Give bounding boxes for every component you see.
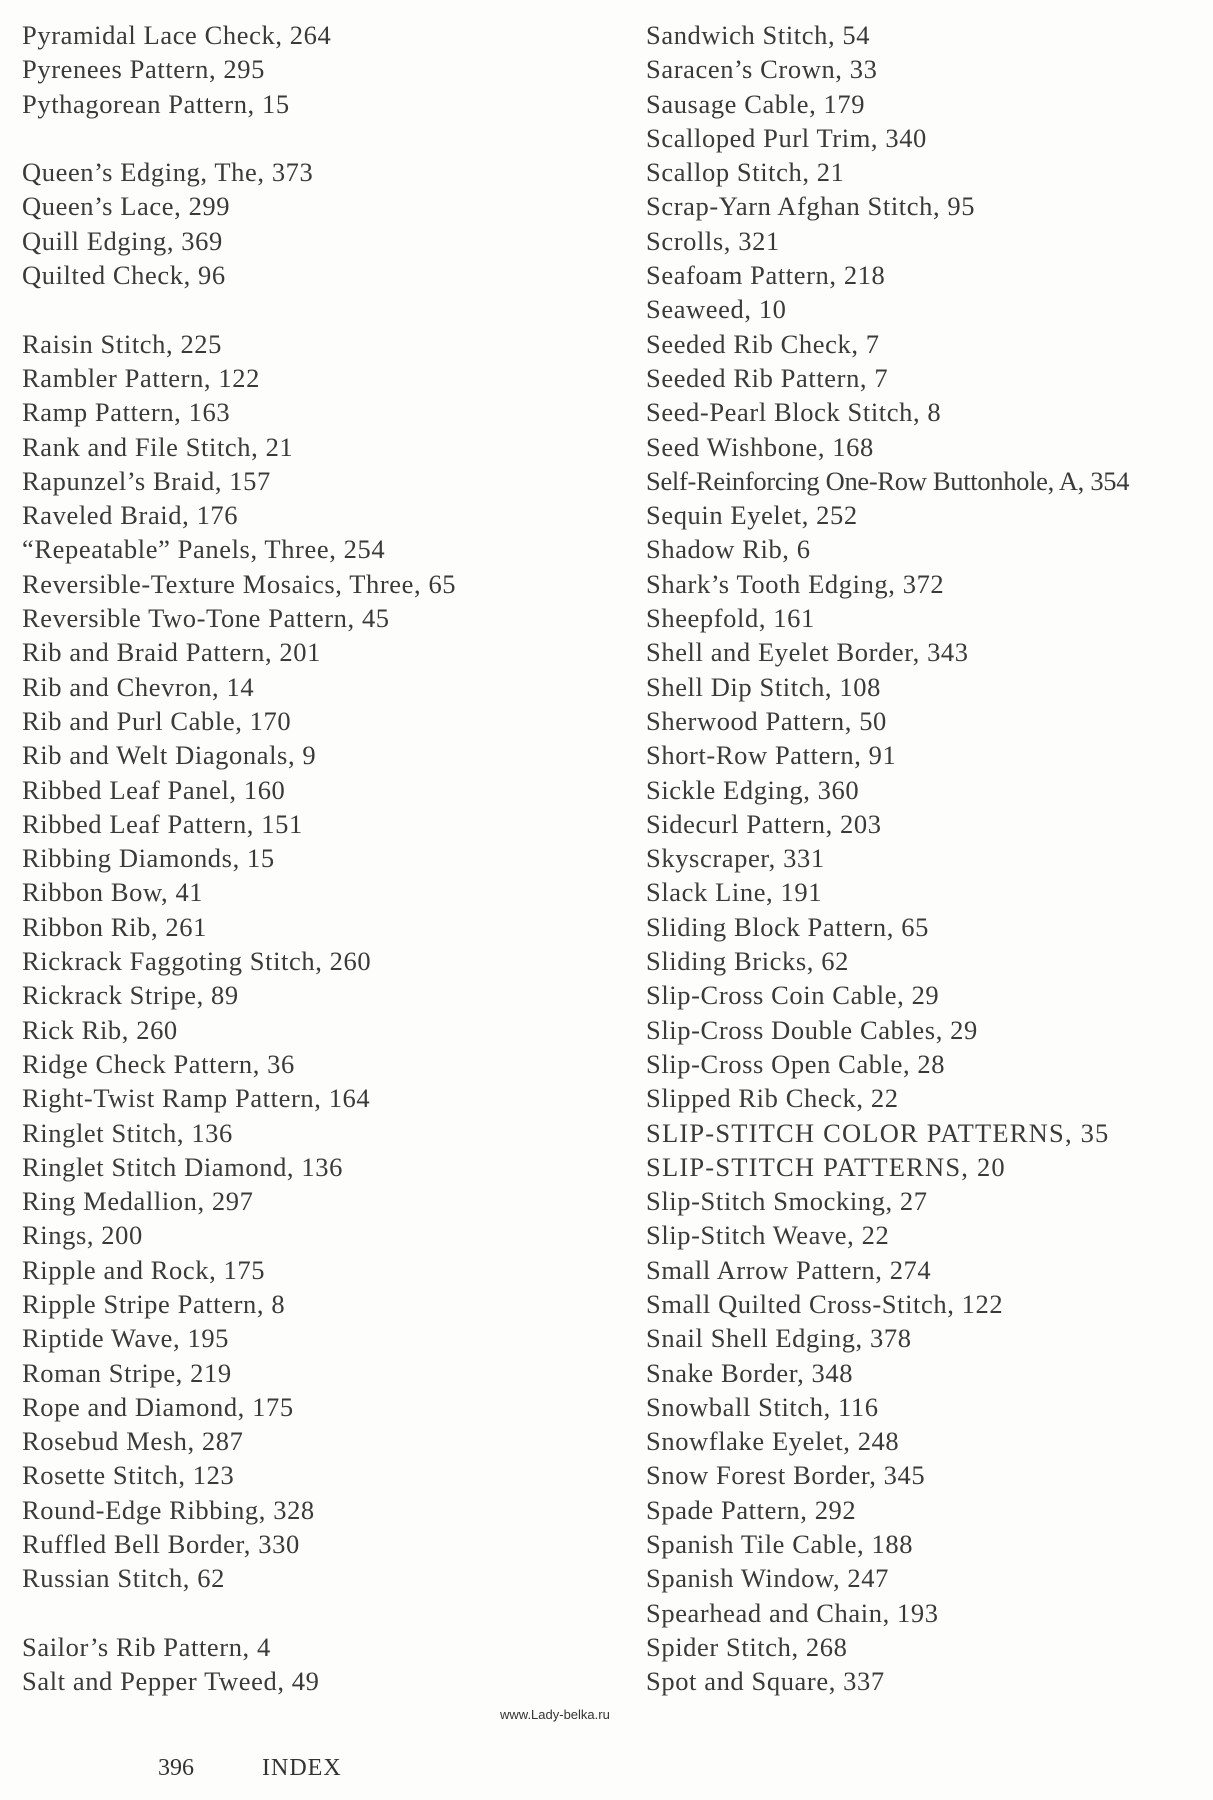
index-entry: Rings, 200 (22, 1220, 143, 1251)
index-entry: Shell and Eyelet Border, 343 (646, 637, 969, 668)
index-entry: Short-Row Pattern, 91 (646, 740, 897, 771)
index-entry: Spearhead and Chain, 193 (646, 1597, 939, 1628)
index-entry: Seeded Rib Pattern, 7 (646, 362, 889, 393)
index-entry: Quilted Check, 96 (22, 260, 226, 291)
index-entry: Seed-Pearl Block Stitch, 8 (646, 397, 942, 428)
index-entry: Reversible-Texture Mosaics, Three, 65 (22, 568, 457, 599)
index-entry: Sheepfold, 161 (646, 603, 815, 634)
index-entry: Pyrenees Pattern, 295 (22, 54, 265, 85)
index-entry: Sidecurl Pattern, 203 (646, 808, 882, 839)
index-entry: Rambler Pattern, 122 (22, 362, 260, 393)
index-entry: Ramp Pattern, 163 (22, 397, 231, 428)
index-entry: Ribbon Rib, 261 (22, 911, 207, 942)
index-entry: Rickrack Stripe, 89 (22, 980, 239, 1011)
index-entry: Scallop Stitch, 21 (646, 157, 845, 188)
index-entry: Roman Stripe, 219 (22, 1357, 232, 1388)
index-entry: Rib and Welt Diagonals, 9 (22, 740, 317, 771)
index-entry: Ribbon Bow, 41 (22, 877, 204, 908)
index-entry: Pythagorean Pattern, 15 (22, 88, 290, 119)
index-entry: Scalloped Purl Trim, 340 (646, 122, 927, 153)
index-entry: Russian Stitch, 62 (22, 1563, 225, 1594)
index-entry: Rapunzel’s Braid, 157 (22, 465, 271, 496)
index-entry: Quill Edging, 369 (22, 225, 223, 256)
index-section-gap (22, 1596, 612, 1630)
index-entry: Slip-Cross Coin Cable, 29 (646, 980, 940, 1011)
index-entry: Snowflake Eyelet, 248 (646, 1426, 900, 1457)
index-entry: Shark’s Tooth Edging, 372 (646, 568, 945, 599)
index-entry: Seeded Rib Check, 7 (646, 328, 880, 359)
index-entry: Spider Stitch, 268 (646, 1631, 848, 1662)
index-entry: Rank and File Stitch, 21 (22, 431, 294, 462)
index-entry: Rosette Stitch, 123 (22, 1460, 235, 1491)
index-entry: Spanish Tile Cable, 188 (646, 1529, 914, 1560)
index-entry: Spot and Square, 337 (646, 1666, 885, 1697)
index-entry: Slip-Cross Open Cable, 28 (646, 1048, 946, 1079)
index-entry: Raisin Stitch, 225 (22, 328, 222, 359)
index-entry: Sliding Block Pattern, 65 (646, 911, 929, 942)
index-column-left (22, 18, 612, 1699)
index-entry: SLIP-STITCH PATTERNS, 20 (646, 1151, 1006, 1182)
index-section-gap (22, 121, 612, 155)
index-entry: Sickle Edging, 360 (646, 774, 860, 805)
index-entry: Ribbed Leaf Pattern, 151 (22, 808, 303, 839)
running-footer-title: INDEX (262, 1755, 342, 1781)
page-number: 396 (158, 1755, 194, 1781)
index-entry: Rickrack Faggoting Stitch, 260 (22, 946, 372, 977)
index-entry: Pyramidal Lace Check, 264 (22, 20, 332, 50)
index-entry: Seed Wishbone, 168 (646, 431, 874, 462)
index-entry: Shell Dip Stitch, 108 (646, 671, 881, 702)
index-entry: Slack Line, 191 (646, 877, 823, 908)
index-entry: Self-Reinforcing One-Row Buttonhole, A, 354 (646, 465, 1130, 496)
index-entry: Rib and Purl Cable, 170 (22, 705, 292, 736)
index-entry: Snowball Stitch, 116 (646, 1391, 879, 1422)
index-entry: Saracen’s Crown, 33 (646, 54, 878, 85)
watermark-url: www.Lady-belka.ru (500, 1707, 610, 1722)
index-column-right (646, 18, 1206, 1699)
index-entry: Ribbing Diamonds, 15 (22, 843, 275, 874)
index-entry: Ripple Stripe Pattern, 8 (22, 1288, 286, 1319)
index-entry: Slip-Stitch Smocking, 27 (646, 1186, 928, 1217)
index-entry: Salt and Pepper Tweed, 49 (22, 1666, 320, 1697)
index-entry: Ring Medallion, 297 (22, 1186, 254, 1217)
index-entry: Queen’s Edging, The, 373 (22, 157, 314, 188)
index-entry: Seaweed, 10 (646, 294, 787, 325)
index-entry: Skyscraper, 331 (646, 843, 825, 874)
index-entry: Reversible Two-Tone Pattern, 45 (22, 603, 390, 634)
index-entry: Small Arrow Pattern, 274 (646, 1254, 932, 1285)
index-entry: Snow Forest Border, 345 (646, 1460, 926, 1491)
index-entry: Scrap-Yarn Afghan Stitch, 95 (646, 191, 976, 222)
index-entry: Scrolls, 321 (646, 225, 780, 256)
index-entry: Spade Pattern, 292 (646, 1494, 857, 1525)
index-entry: Ruffled Bell Border, 330 (22, 1529, 300, 1560)
index-entry: Ripple and Rock, 175 (22, 1254, 266, 1285)
index-entry: Ringlet Stitch Diamond, 136 (22, 1151, 343, 1182)
index-entry: Right-Twist Ramp Pattern, 164 (22, 1083, 371, 1114)
index-entry: Snail Shell Edging, 378 (646, 1323, 912, 1354)
index-entry: Slipped Rib Check, 22 (646, 1083, 899, 1114)
index-entry: Rib and Chevron, 14 (22, 671, 255, 702)
index-entry: Snake Border, 348 (646, 1357, 854, 1388)
index-entry: Sequin Eyelet, 252 (646, 500, 858, 531)
index-entry: Ribbed Leaf Panel, 160 (22, 774, 286, 805)
index-entry: Riptide Wave, 195 (22, 1323, 230, 1354)
index-entry: Sausage Cable, 179 (646, 88, 866, 119)
index-entry: Seafoam Pattern, 218 (646, 260, 886, 291)
index-entry: Rope and Diamond, 175 (22, 1391, 294, 1422)
index-entry: Queen’s Lace, 299 (22, 191, 231, 222)
index-entry: Rib and Braid Pattern, 201 (22, 637, 321, 668)
index-entry: Sherwood Pattern, 50 (646, 705, 887, 736)
index-entry: Sandwich Stitch, 54 (646, 20, 871, 50)
index-entry: Sailor’s Rib Pattern, 4 (22, 1631, 271, 1662)
index-entry: Slip-Stitch Weave, 22 (646, 1220, 890, 1251)
index-entry: Rosebud Mesh, 287 (22, 1426, 244, 1457)
index-entry: SLIP-STITCH COLOR PATTERNS, 35 (646, 1117, 1110, 1148)
index-entry: “Repeatable” Panels, Three, 254 (22, 534, 386, 565)
index-entry: Slip-Cross Double Cables, 29 (646, 1014, 978, 1045)
index-entry: Ringlet Stitch, 136 (22, 1117, 233, 1148)
index-entry: Shadow Rib, 6 (646, 534, 811, 565)
index-entry: Ridge Check Pattern, 36 (22, 1048, 295, 1079)
index-entry: Round-Edge Ribbing, 328 (22, 1494, 315, 1525)
index-entry: Rick Rib, 260 (22, 1014, 178, 1045)
index-section-gap (22, 292, 612, 326)
index-entry: Raveled Braid, 176 (22, 500, 239, 531)
index-entry: Sliding Bricks, 62 (646, 946, 849, 977)
index-entry: Spanish Window, 247 (646, 1563, 889, 1594)
index-entry: Small Quilted Cross-Stitch, 122 (646, 1288, 1004, 1319)
